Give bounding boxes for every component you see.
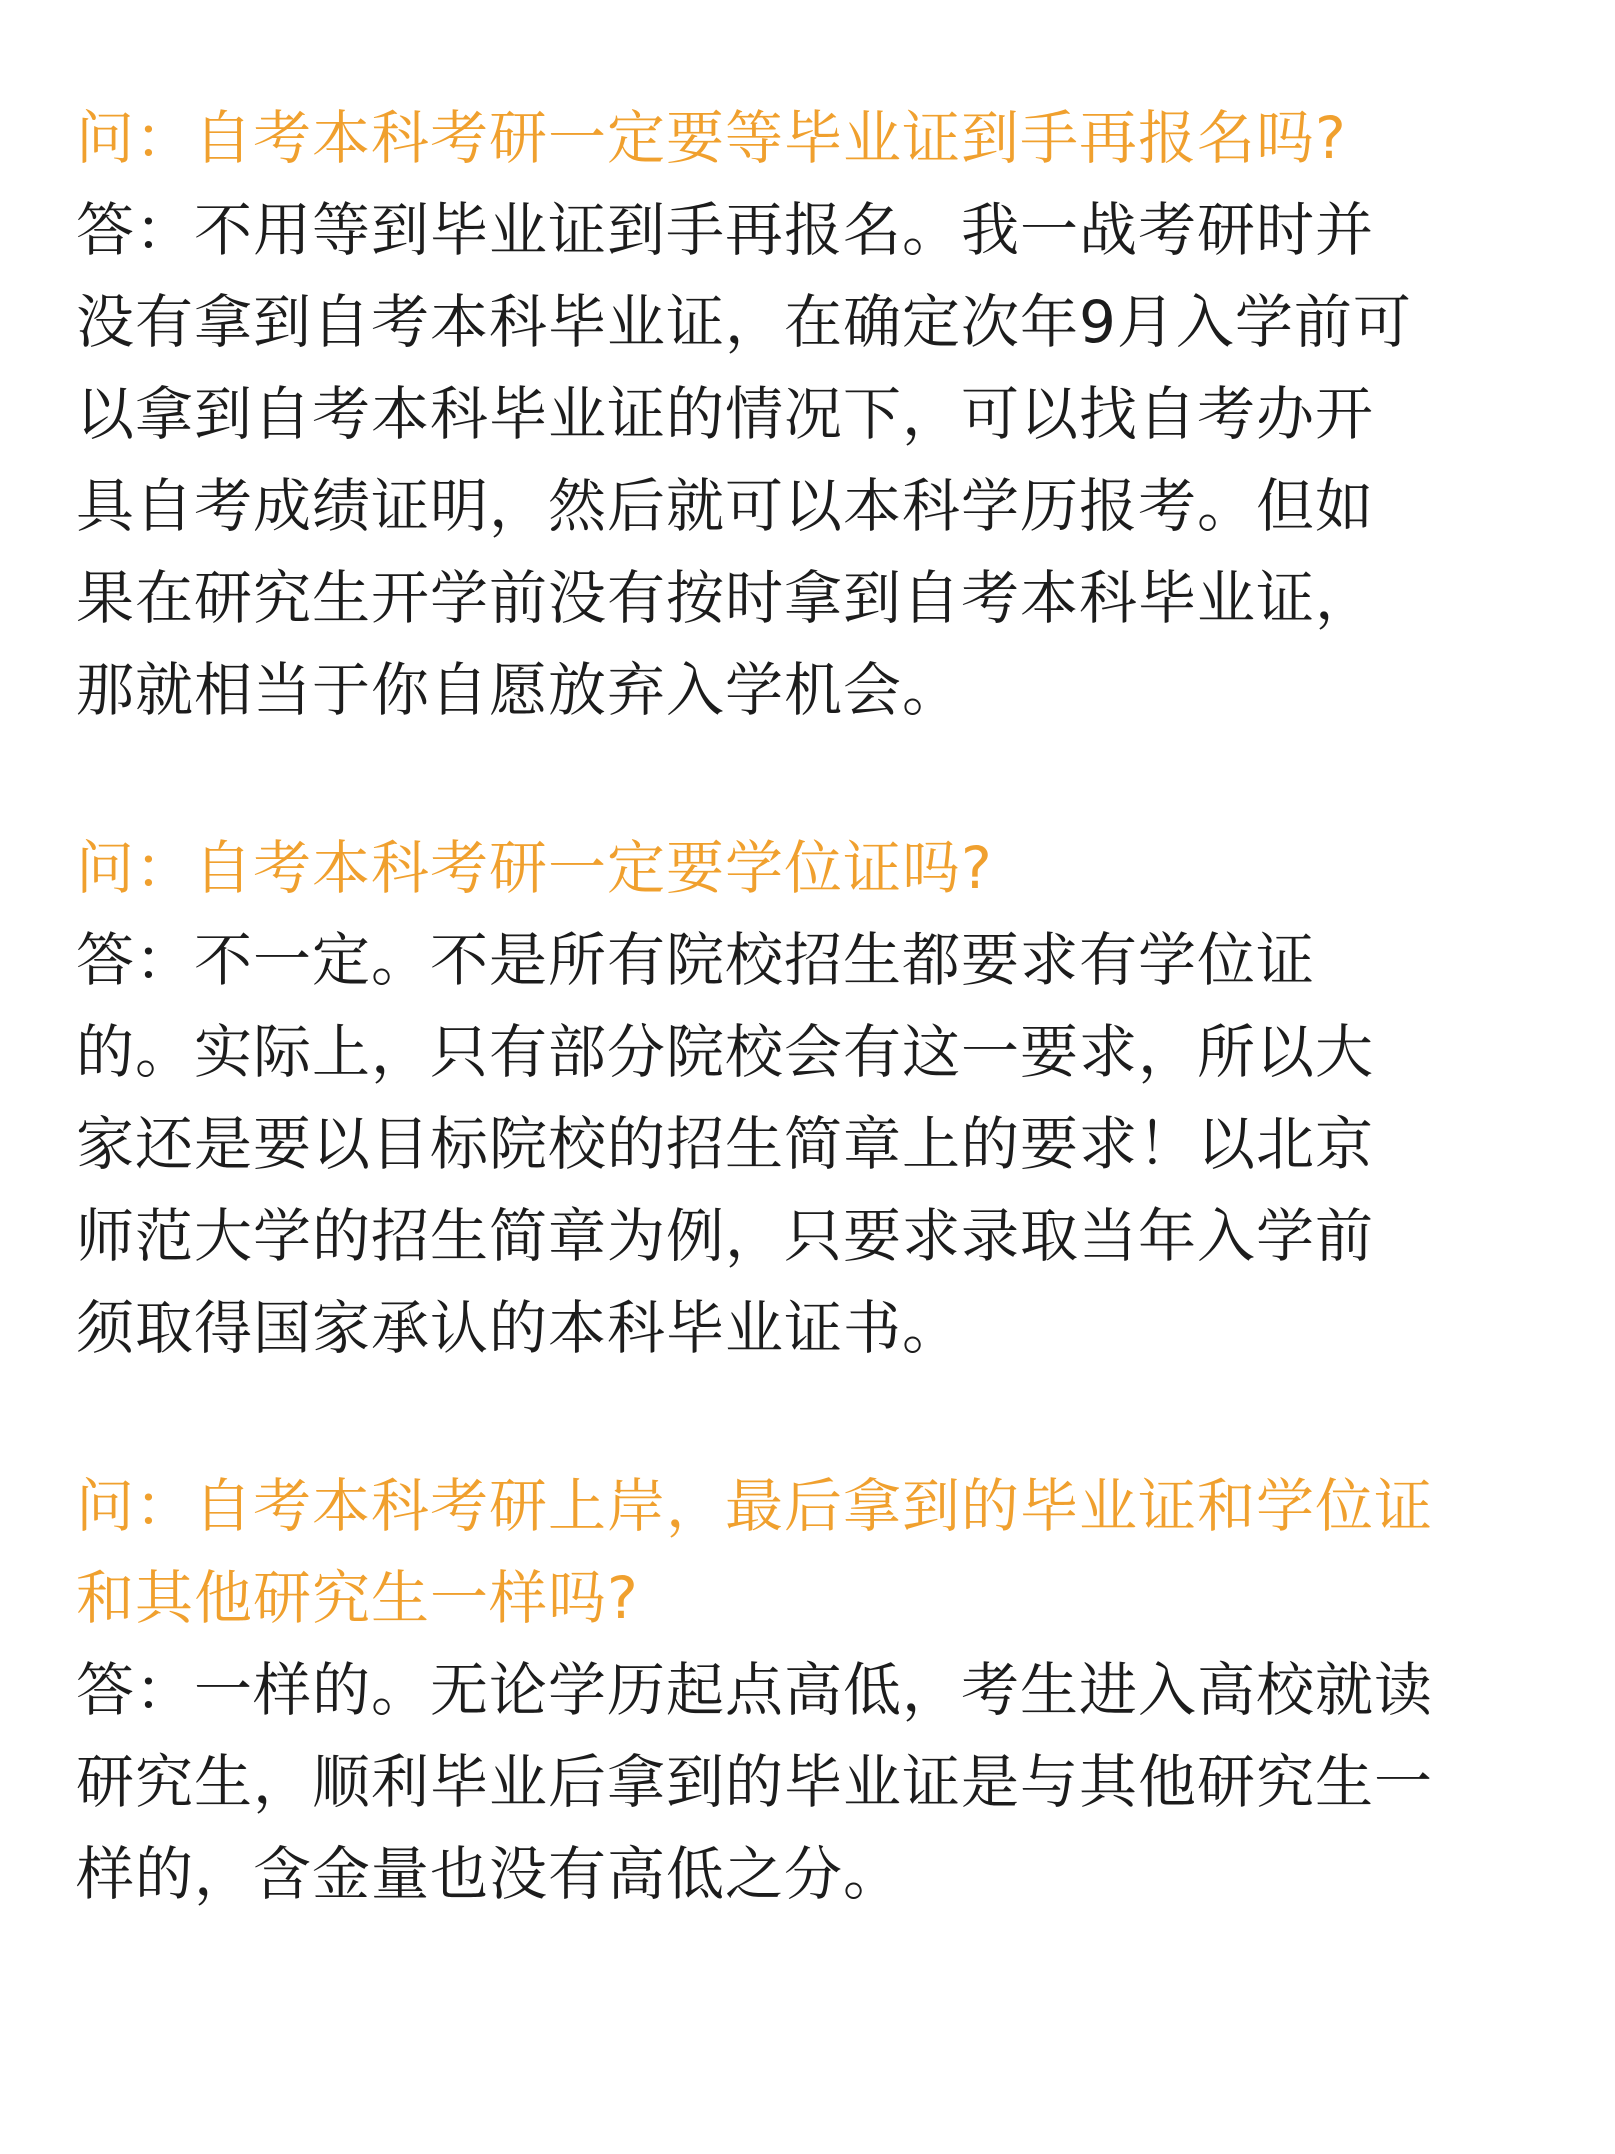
answer-line: 没有拿到自考本科毕业证，在确定次年9月入学前可 [76,288,1412,356]
qa-item-1 [76,92,1546,736]
answer-line: 答：不用等到毕业证到手再报名。我一战考研时并 [76,196,1375,264]
answer-line: 那就相当于你自愿放弃入学机会。 [76,656,962,724]
answer-line: 具自考成绩证明，然后就可以本科学历报考。但如 [76,472,1375,540]
answer-line: 师范大学的招生简章为例，只要求录取当年入学前 [76,1202,1375,1270]
question-text [76,822,1546,914]
answer-text [76,184,1546,736]
answer-line: 家还是要以目标院校的招生简章上的要求！以北京 [76,1110,1375,1178]
answer-text [76,914,1546,1374]
question-text [76,1460,1546,1644]
question-line: 问：自考本科考研一定要学位证吗? [76,834,993,902]
answer-text [76,1644,1546,1920]
question-text [76,92,1546,184]
answer-line: 须取得国家承认的本科毕业证书。 [76,1294,962,1362]
question-line: 和其他研究生一样吗? [76,1564,639,1632]
answer-line: 果在研究生开学前没有按时拿到自考本科毕业证， [76,564,1375,632]
answer-line: 的。实际上，只有部分院校会有这一要求，所以大 [76,1018,1375,1086]
answer-line: 样的，含金量也没有高低之分。 [76,1840,903,1908]
answer-line: 答：不一定。不是所有院校招生都要求有学位证 [76,926,1316,994]
qa-article [76,92,1546,1920]
answer-line: 答：一样的。无论学历起点高低，考生进入高校就读 [76,1656,1434,1724]
question-line: 问：自考本科考研一定要等毕业证到手再报名吗? [76,104,1347,172]
question-line: 问：自考本科考研上岸，最后拿到的毕业证和学位证 [76,1472,1434,1540]
qa-item-3 [76,1460,1546,1920]
qa-item-2 [76,822,1546,1374]
answer-line: 研究生，顺利毕业后拿到的毕业证是与其他研究生一 [76,1748,1434,1816]
answer-line: 以拿到自考本科毕业证的情况下，可以找自考办开 [76,380,1375,448]
